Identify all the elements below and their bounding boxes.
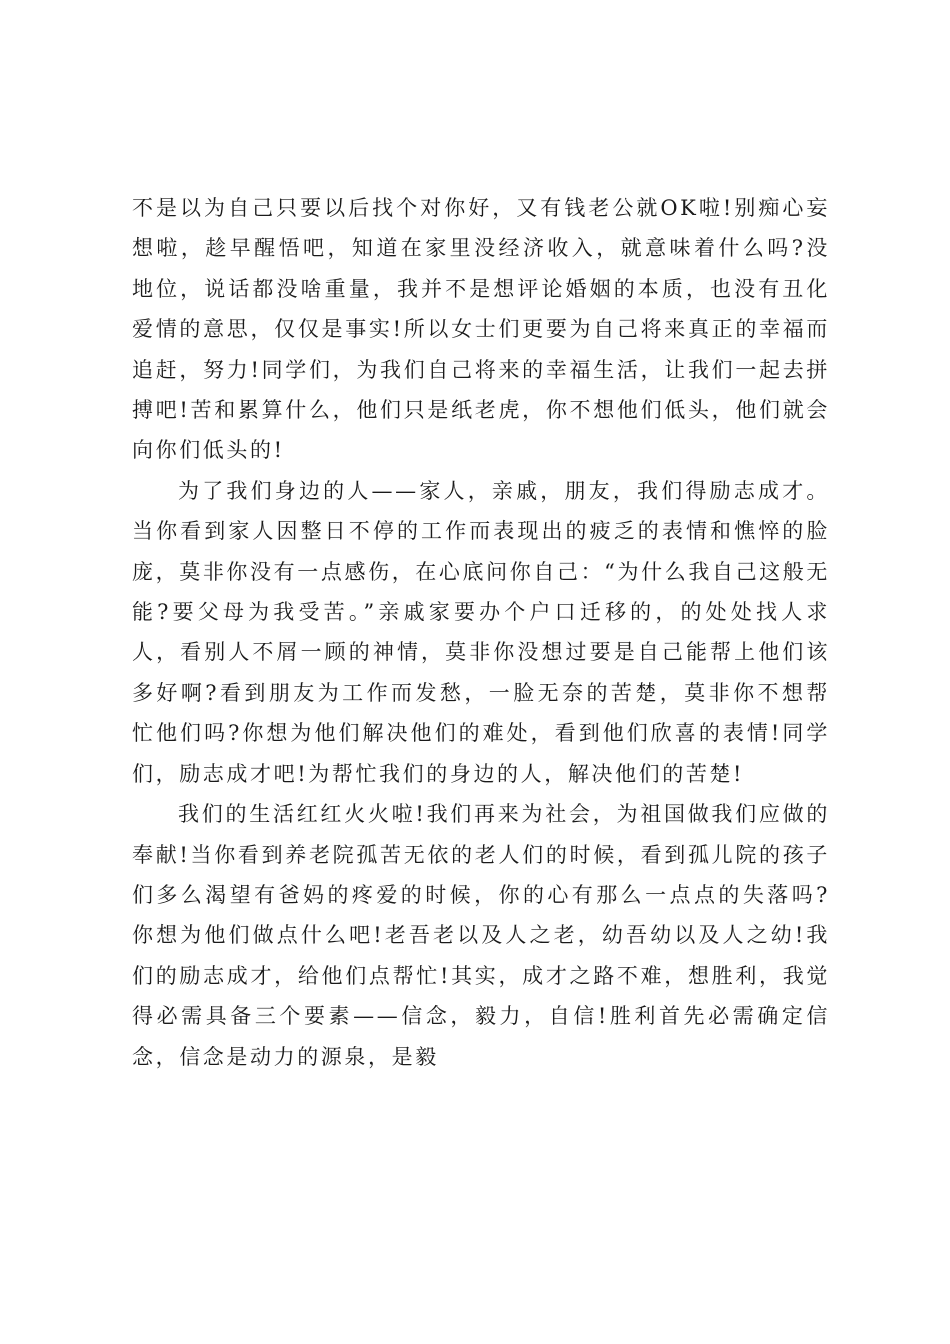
- paragraph-1: 不是以为自己只要以后找个对你好，又有钱老公就OK啦!别痴心妄想啦，趁早醒悟吧，知道在家里没经济收入，就意味着什么吗?没地位，说话都没啥重量，我并不是想评论婚姻的本质，也没有丑化爱情的意思，仅仅是事实!所以女士们更要为自己将来真正的幸福而追赶，努力!同学们，为我们自己将来的幸福生活，让我们一起去拼搏吧!苦和累算什么，他们只是纸老虎，你不想他们低头，他们就会向你们低头的!: [132, 196, 830, 463]
- document-body: [132, 188, 830, 1077]
- paragraph-2: 为了我们身边的人——家人，亲戚，朋友，我们得励志成才。当你看到家人因整日不停的工作而表现出的疲乏的表情和憔悴的脸庞，莫非你没有一点感伤，在心底问你自己：“为什么我自己这般无能?要父母为我受苦。”亲戚家要办个户口迁移的，的处处找人求人，看别人不屑一顾的神情，莫非你没想过要是自己能帮上他们该多好啊?看到朋友为工作而发愁，一脸无奈的苦楚，莫非你不想帮忙他们吗?你想为他们解决他们的难处，看到他们欣喜的表情!同学们，励志成才吧!为帮忙我们的身边的人，解决他们的苦楚!: [132, 478, 830, 786]
- paragraph-3: 我们的生活红红火火啦!我们再来为社会，为祖国做我们应做的奉献!当你看到养老院孤苦无依的老人们的时候，看到孤儿院的孩子们多么渴望有爸妈的疼爱的时候，你的心有那么一点点的失落吗?你想为他们做点什么吧!老吾老以及人之老，幼吾幼以及人之幼!我们的励志成才，给他们点帮忙!其实，成才之路不难，想胜利，我觉得必需具备三个要素——信念，毅力，自信!胜利首先必需确定信念，信念是动力的源泉，是毅: [132, 802, 830, 1069]
